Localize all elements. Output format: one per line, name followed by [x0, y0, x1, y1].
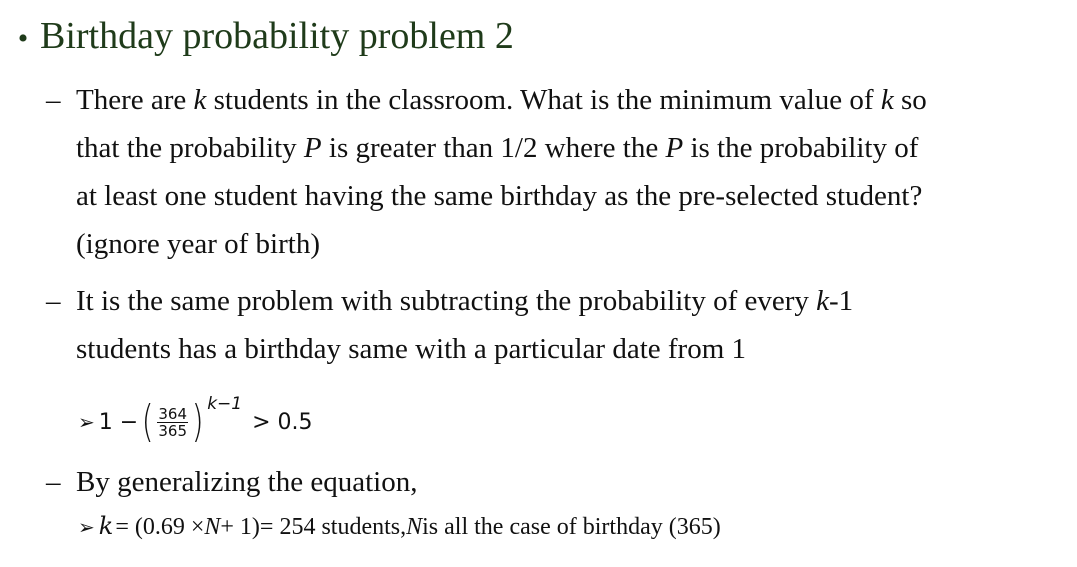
var-p: P	[303, 132, 322, 164]
text-run: = (0.69 ×	[115, 514, 205, 540]
bullet-item-generalize	[46, 458, 1066, 506]
text-run: that the probability	[76, 132, 304, 164]
dash-marker: –	[46, 466, 61, 498]
var-n: N	[204, 514, 221, 540]
right-paren: )	[191, 396, 204, 447]
question-line-1	[76, 76, 1061, 124]
text-run: There are	[76, 84, 194, 116]
approach-line-1	[76, 277, 1061, 325]
question-text	[76, 76, 1061, 268]
arrow-bullet-icon: ➢	[78, 410, 95, 434]
exponent: k−1	[207, 394, 243, 414]
result-formula	[78, 512, 721, 541]
dash-marker: –	[46, 84, 61, 116]
text-run: students in the classroom. What is the minimum value of	[206, 84, 881, 116]
var-k: k	[880, 84, 894, 116]
left-paren: (	[141, 396, 154, 447]
slide-title: Birthday probability problem 2	[40, 15, 514, 57]
generalize-line: By generalizing the equation,	[76, 466, 418, 498]
arrow-bullet-icon: ➢	[78, 515, 95, 539]
title-row	[6, 14, 514, 58]
formula-tail: > 0.5	[252, 409, 313, 435]
fraction-numerator: 364	[158, 404, 188, 423]
fraction	[157, 406, 188, 439]
text-run: -1	[829, 285, 854, 317]
formula-lead: 1 −	[98, 409, 139, 435]
var-k: k	[816, 285, 829, 317]
var-p: P	[665, 132, 684, 164]
var-n: N	[406, 514, 423, 540]
question-line-4: (ignore year of birth)	[76, 228, 320, 260]
inequality-formula	[78, 392, 313, 452]
bullet-dot: •	[17, 22, 29, 55]
question-line-2	[76, 124, 1061, 172]
bullet-item-question	[46, 76, 1066, 268]
question-line-3: at least one student having the same birthday as the pre-selected student?	[76, 180, 923, 212]
fraction-denominator: 365	[158, 421, 188, 440]
dash-marker: –	[46, 285, 61, 317]
text-run: It is the same problem with subtracting the probability of every	[76, 285, 817, 317]
approach-text	[76, 277, 1061, 373]
var-k: k	[193, 84, 207, 116]
approach-line-2: students has a birthday same with a particular date from 1	[76, 333, 747, 365]
bullet-item-approach	[46, 277, 1066, 373]
text-run: + 1)= 254 students,	[220, 514, 407, 540]
text-run: is greater than 1/2 where the	[321, 132, 666, 164]
generalize-text	[76, 458, 1061, 506]
text-run: so	[893, 84, 927, 116]
var-k: k	[98, 512, 114, 540]
text-run: is all the case of birthday (365)	[422, 514, 721, 540]
text-run: is the probability of	[683, 132, 919, 164]
